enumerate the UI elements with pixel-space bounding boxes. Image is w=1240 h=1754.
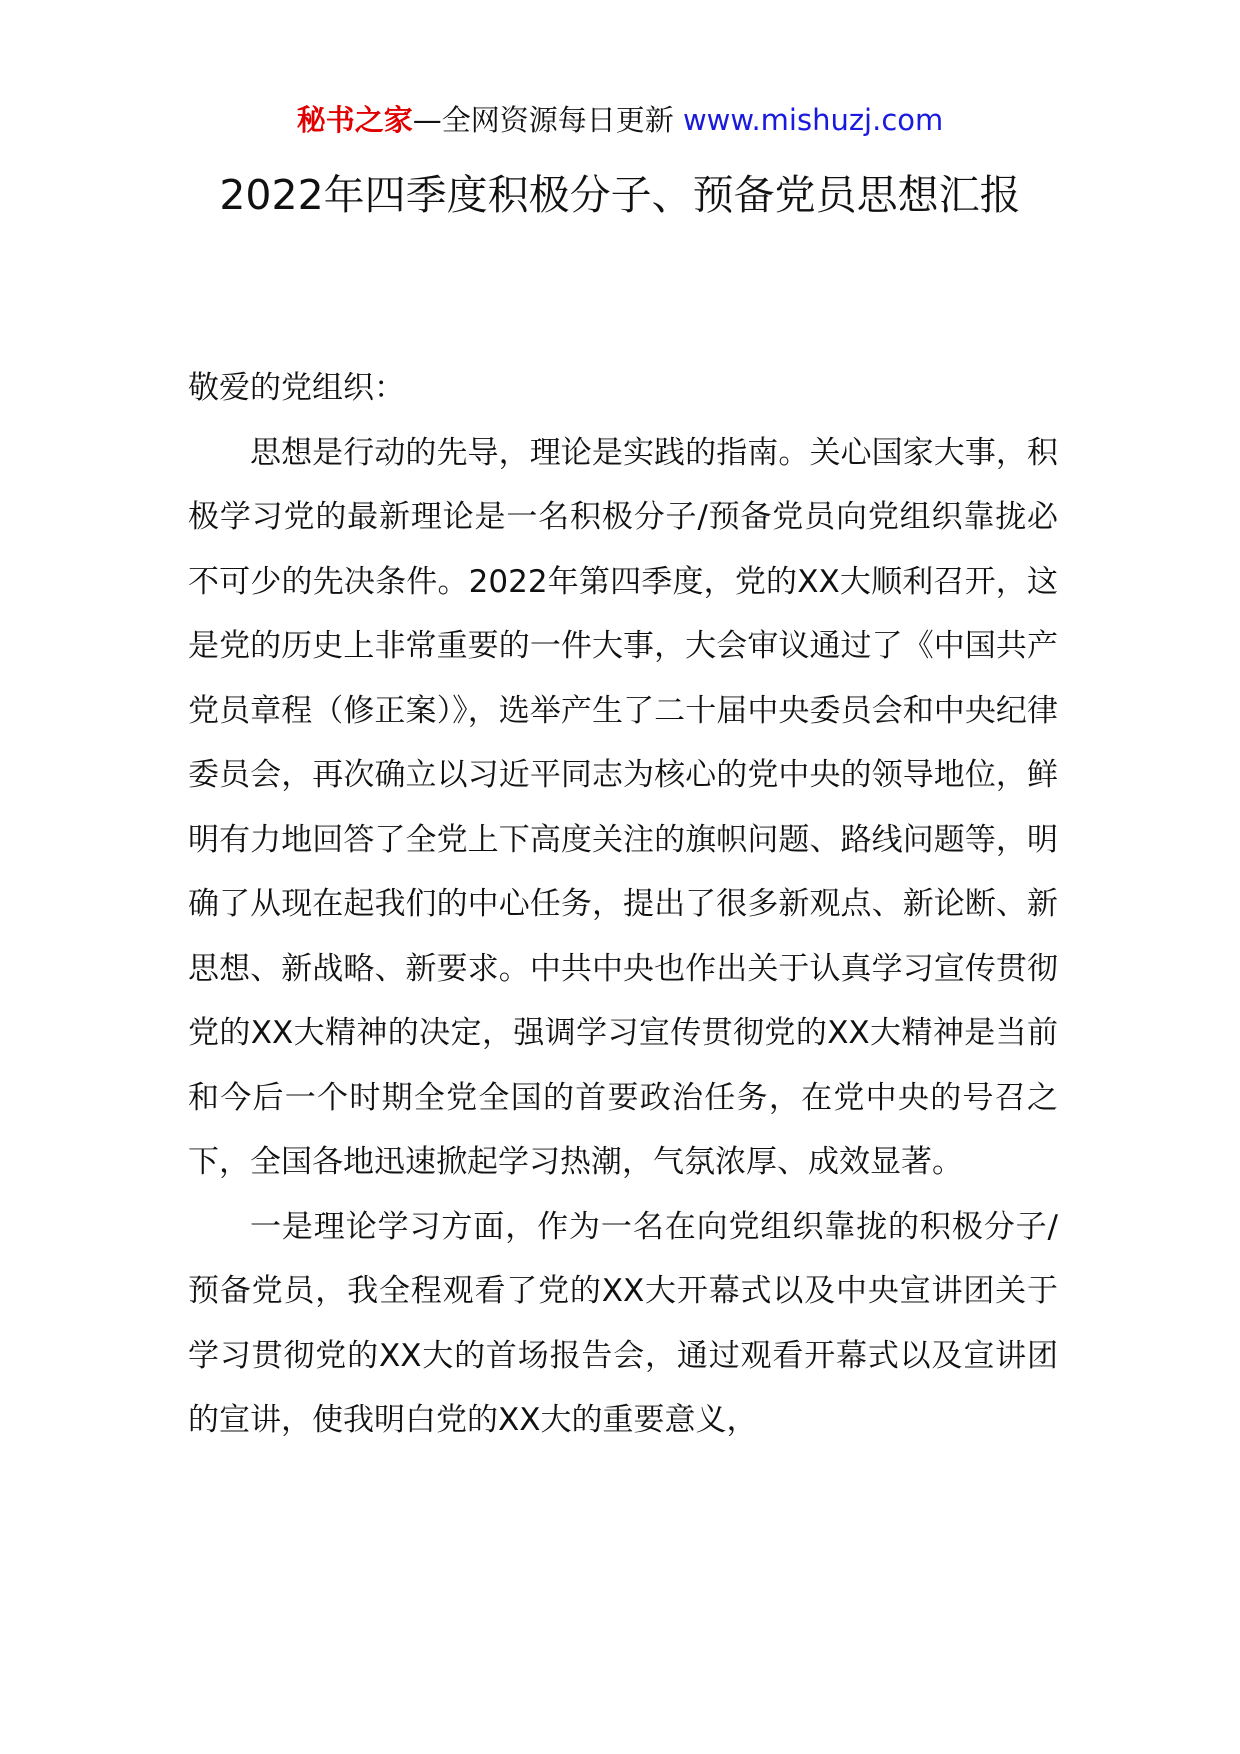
salutation: 敬爱的党组织： <box>188 370 405 406</box>
body-paragraph: 一是理论学习方面，作为一名在向党组织靠拢的积极分子/预备党员，我全程观看了党的XX大开幕式以及中央宣讲团关于学习贯彻党的XX大的首场报告会，通过观看开幕式以及宣讲团的宣讲，使我明白党的XX大的重要意义， <box>188 1208 1058 1438</box>
document-title: 2022年四季度积极分子、预备党员思想汇报 <box>219 171 1021 219</box>
site-url-link[interactable]: www.mishuzj.com <box>682 103 944 137</box>
site-name: 秘书之家 <box>296 103 413 137</box>
body-paragraph: 思想是行动的先导，理论是实践的指南。关心国家大事，积极学习党的最新理论是一名积极分子/预备党员向党组织靠拢必不可少的先决条件。2022年第四季度，党的XX大顺利召开，这是党的历史上非常重要的一件大事，大会审议通过了《中国共产党员章程（修正案）》，选举产生了二十届中央委员会和中央纪律委员会，再次确立以习近平同志为核心的党中央的领导地位，鲜明有力地回答了全党上下高度关注的旗帜问题、路线问题等，明确了从现在起我们的中心任务，提出了很多新观点、新论断、新思想、新战略、新要求。中共中央也作出关于认真学习宣传贯彻党的XX大精神的决定，强调学习宣传贯彻党的XX大精神是当前和今后一个时期全党全国的首要政治任务，在党中央的号召之下，全国各地迅速掀起学习热潮，气氛浓厚、成效显著。 <box>188 434 1058 1180</box>
site-header <box>0 100 1240 140</box>
site-tagline: —全网资源每日更新 <box>412 103 674 137</box>
document-body <box>188 356 1058 1453</box>
